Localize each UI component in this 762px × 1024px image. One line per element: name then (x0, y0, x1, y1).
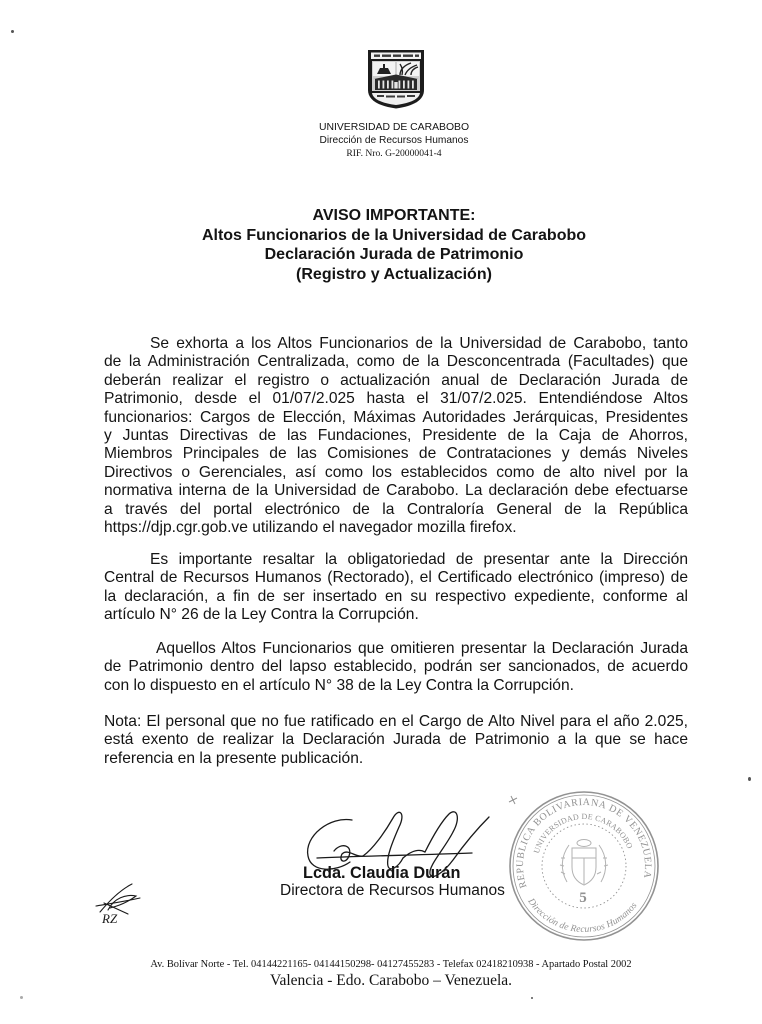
signatory-name: Lcda. Claudia Durán (303, 864, 461, 882)
notice-title (104, 206, 684, 284)
scan-speck (11, 30, 14, 33)
stamp-bottom-text: Dirección de Recursos Humanos (525, 896, 640, 936)
stamp-number: 5 (579, 890, 587, 906)
university-shield-icon (367, 49, 425, 109)
footer-city: Valencia - Edo. Carabobo – Venezuela. (269, 972, 513, 989)
initials-text: RZ (102, 911, 118, 926)
department-name: Dirección de Recursos Humanos (319, 135, 469, 146)
text-line: y Juntas Directivas de las Fundaciones, Presidente de la Caja de Ahorros, (104, 426, 688, 444)
institution-name: UNIVERSIDAD DE CARABOBO (318, 122, 470, 133)
paragraph-certificate (104, 551, 688, 625)
text-line: Nota: El personal que no fue ratificado en el Cargo de Alto Nivel para el año 2.025, (104, 713, 688, 730)
stamp-mark (509, 796, 517, 804)
text-line: referencia en la presente publicación. (104, 749, 364, 767)
letterhead (104, 121, 684, 160)
text-line: Miembros Principales de las Comisiones de Contrataciones y demás Niveles (104, 445, 688, 463)
notice-heading: AVISO IMPORTANTE: (312, 207, 476, 224)
text-line: Patrimonio, desde el 01/07/2.025 hasta el 31/07/2.025. Entendiéndose Altos (104, 390, 688, 408)
rif-number: RIF. Nro. G-20000041-4 (346, 148, 442, 159)
text-line: https://djp.cgr.gob.ve utilizando el navegador mozilla firefox. (104, 518, 517, 536)
notice-subject: Declaración Jurada de Patrimonio (264, 246, 524, 264)
signatory-position: Directora de Recursos Humanos (280, 882, 505, 899)
text-line: la declaración, a fin de ser insertado en su respectivo expediente, conforme al (104, 587, 688, 605)
footer-address: Av. Bolívar Norte - Tel. 04144221165- 04144150298- 04127455283 - Telefax 02418210938 - Apartado Postal 2002 (150, 959, 632, 970)
paragraph-sanctions (104, 640, 688, 695)
text-line: funcionarios: Cargos de Elección, Máximas Autoridades Jerárquicas, Presidentes (104, 408, 688, 426)
text-line: Es importante resaltar la obligatoriedad de presentar ante la Dirección (150, 551, 688, 568)
text-line: Central de Recursos Humanos (Rectorado), el Certificado electrónico (impreso) de (104, 569, 688, 587)
text-line: Se exhorta a los Altos Funcionarios de la Universidad de Carabobo, tanto (150, 335, 688, 352)
text-line: Aquellos Altos Funcionarios que omitieren presentar la Declaración Jurada (156, 640, 688, 657)
paragraph-exhortation (104, 335, 688, 537)
stamp-outer-text: REPUBLICA BOLIVARIANA DE VENEZUELA (514, 796, 654, 890)
scan-speck (748, 777, 751, 781)
notice-scope: (Registro y Actualización) (296, 265, 492, 283)
text-line: de Patrimonio dentro del lapso establecido, podrán ser sancionados, de acuerdo (104, 658, 688, 676)
stamp-inner-text: UNIVERSIDAD DE CARABOBO (531, 811, 635, 855)
initials-scribble (88, 876, 148, 928)
text-line: Directivos o Gerenciales, así como los establecidos como de alto nivel por la (104, 463, 688, 481)
notice-audience: Altos Funcionarios de la Universidad de Carabobo (201, 226, 587, 244)
text-line: con lo dispuesto en el artículo N° 38 de la Ley Contra la Corrupción. (104, 676, 574, 694)
text-line: artículo N° 26 de la Ley Contra la Corrupción. (104, 606, 419, 624)
text-line: está exento de realizar la Declaración Jurada de Patrimonio a la que se hace (104, 731, 688, 749)
text-line: normativa interna de la Universidad de Carabobo. La declaración debe efectuarse (104, 482, 688, 500)
official-stamp (505, 790, 665, 946)
coat-of-arms-icon (560, 840, 608, 886)
scan-speck (20, 996, 23, 999)
paragraph-note (104, 713, 688, 768)
scan-speck (531, 997, 533, 999)
text-line: de la Administración Centralizada, como de la Desconcentrada (Facultades) que (104, 353, 688, 371)
text-line: deberán realizar el registro o actualización anual de Declaración Jurada de (104, 371, 688, 389)
text-line: a través del portal electrónico de la Contraloría General de la República (104, 500, 688, 518)
